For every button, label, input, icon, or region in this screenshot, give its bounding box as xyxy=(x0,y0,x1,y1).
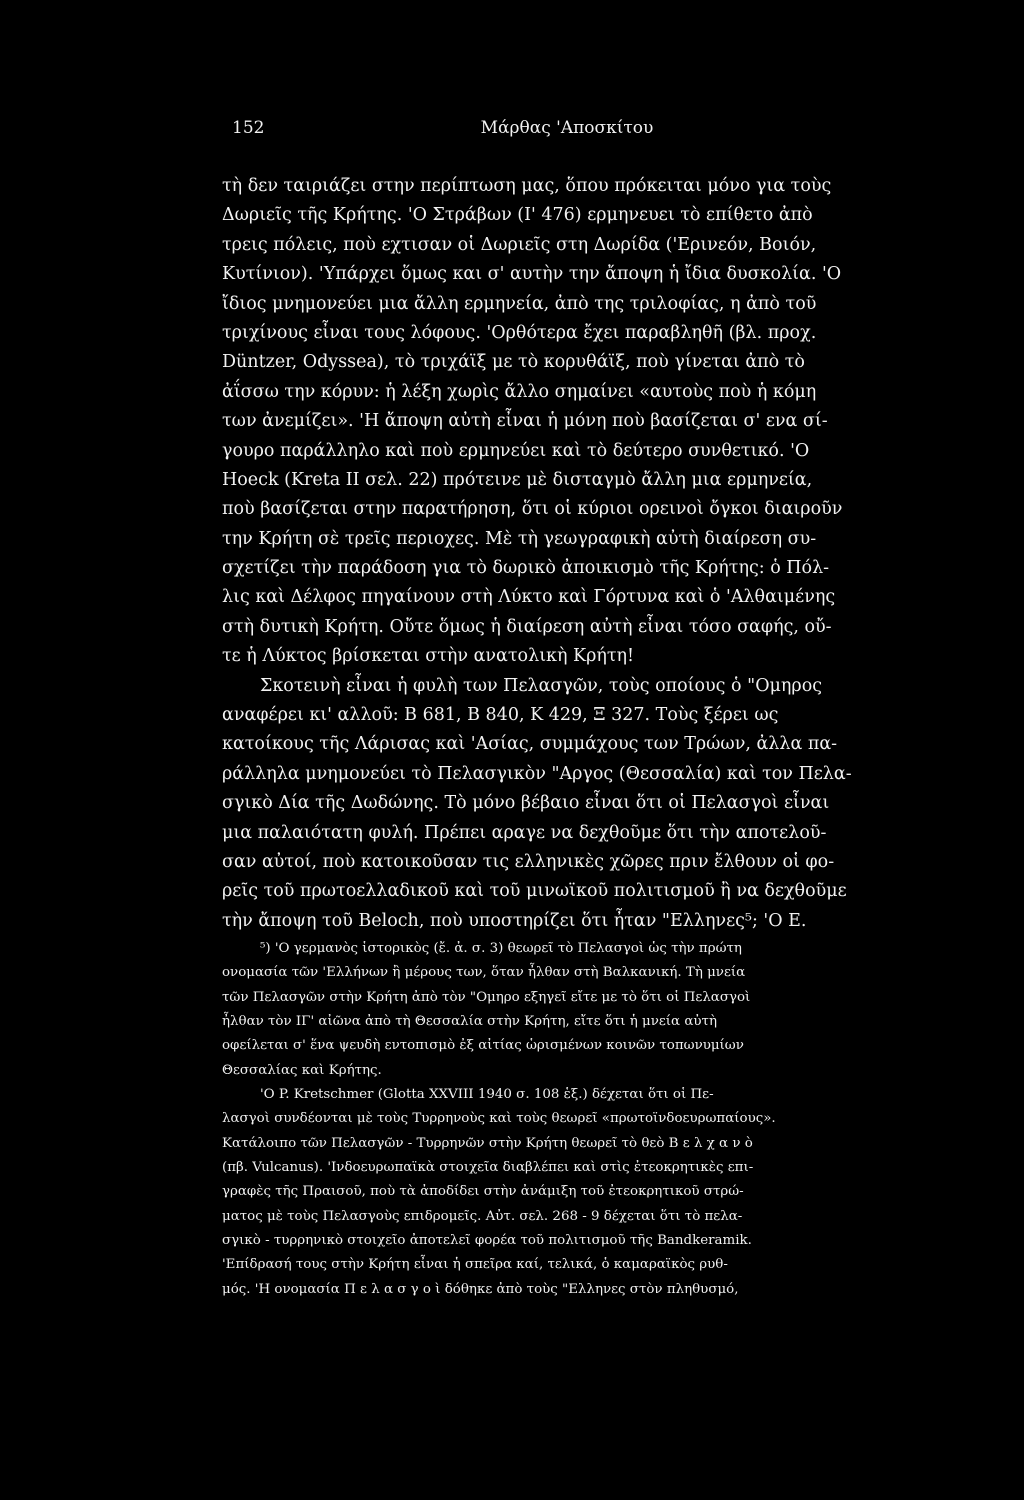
page-header xyxy=(232,118,902,146)
footnote-line: οφείλεται σ' ἕνα ψευδὴ εντοπισμὸ ἐξ αἰτίας ὡρισμένων κοινῶν τοπωνυμίων xyxy=(222,1038,744,1054)
text-line: την Κρήτη σὲ τρεῖς περιοχες. Μὲ τὴ γεωγραφικὴ αὐτὴ διαίρεση συ- xyxy=(222,528,817,549)
text-line: αναφέρει κι' αλλοῦ: Β 681, Β 840, Κ 429, Ξ 327. Τοὺς ξέρει ως xyxy=(222,705,779,726)
footnote-line: 'Επίδρασή τους στὴν Κρήτη εἶναι ἡ σπεῖρα καί, τελικά, ὁ καμαραϊκὸς ρυθ- xyxy=(222,1257,728,1273)
footnote-line: Θεσσαλίας καὶ Κρήτης. xyxy=(222,1062,382,1078)
text-line: τε ἡ Λύκτος βρίσκεται στὴν ανατολικὴ Κρήτη! xyxy=(222,646,635,667)
text-line: κατοίκους τῆς Λάρισας καὶ 'Ασίας, συμμάχους των Τρώων, ἀλλα πα- xyxy=(222,734,838,755)
footnote-line: ονομασία τῶν 'Ελλήνων ἢ μέρους των, ὅταν ἦλθαν στὴ Βαλκανική. Τὴ μνεία xyxy=(222,965,746,981)
text-line: Hoeck (Kreta II σελ. 22) πρότεινε μὲ δισταγμὸ ἄλλη μια ερμηνεία, xyxy=(222,469,813,490)
text-line: τὴ δεν ταιριάζει στην περίπτωση μας, ὅπου πρόκειται μόνο για τοὺς xyxy=(222,176,832,196)
footnote-line: γραφὲς τῆς Πραισοῦ, ποὺ τὰ ἀποδίδει στὴν ἀνάμιξη τοῦ ἐτεοκρητικοῦ στρώ- xyxy=(222,1184,744,1200)
text-line: λις καὶ Δέλφος πηγαίνουν στὴ Λύκτο καὶ Γόρτυνα καὶ ὁ 'Αλθαιμένης xyxy=(222,587,836,608)
footnote-line: τῶν Πελασγῶν στὴν Κρήτη ἀπὸ τὸν "Ομηρο εξηγεῖ εἴτε με τὸ ὅτι οἱ Πελασγοὶ xyxy=(222,989,751,1005)
text-line: σγικὸ Δία τῆς Δωδώνης. Τὸ μόνο βέβαιο εἶναι ὅτι οἱ Πελασγοὶ εἶναι xyxy=(222,793,830,814)
text-line: Κυτίνιον). 'Υπάρχει ὅμως και σ' αυτὴν την ἄποψη ἡ ἴδια δυσκολία. 'Ο xyxy=(222,264,842,285)
footnote-line: μός. 'Η ονομασία Π ε λ α σ γ ο ὶ δόθηκε ἀπὸ τοὺς "Ελληνες στὸν πληθυσμό, xyxy=(222,1281,739,1297)
running-title: Μάρθας 'Αποσκίτου xyxy=(480,118,654,138)
main-text xyxy=(222,172,898,936)
text-line: στὴ δυτικὴ Κρήτη. Οὔτε ὅμως ἡ διαίρεση αὐτὴ εἶναι τόσο σαφής, οὔ- xyxy=(222,616,832,637)
text-line: Δωριεῖς τῆς Κρήτης. 'Ο Στράβων (I' 476) ερμηνευει τὸ επίθετο ἀπὸ xyxy=(222,205,813,226)
text-line: Σκοτεινὴ εἶναι ἡ φυλὴ των Πελασγῶν, τοὺς οποίους ὁ "Ομηρος xyxy=(260,675,823,696)
footnote-line: ⁵) 'Ο γερμανὸς ἱστορικὸς (ἔ. ἀ. σ. 3) θεωρεῖ τὸ Πελασγοὶ ὡς τὴν πρώτη xyxy=(260,941,742,956)
text-line: των ἀνεμίζει». 'Η ἄποψη αὐτὴ εἶναι ἡ μόνη ποὺ βασίζεται σ' ενα σί- xyxy=(222,411,828,432)
footnote-line: (πβ. Vulcanus). 'Ινδοευρωπαϊκὰ στοιχεῖα διαβλέπει καὶ στὶς ἐτεοκρητικὲς επι- xyxy=(222,1160,754,1176)
text-line: τὴν ἄποψη τοῦ Beloch, ποὺ υποστηρίζει ὅτι ἦταν "Ελληνες⁵; 'Ο Ε. xyxy=(222,910,807,931)
text-line: ράλληλα μνημονεύει τὸ Πελασγικὸν "Αργος (Θεσσαλία) καὶ τον Πελα- xyxy=(222,763,852,784)
footnote-line: ἦλθαν τὸν ΙΓ' αἰῶνα ἀπὸ τὴ Θεσσαλία στὴν Κρήτη, εἴτε ὅτι ἡ μνεία αὐτὴ xyxy=(222,1014,717,1030)
text-line: ρεῖς τοῦ πρωτοελλαδικοῦ καὶ τοῦ μινωϊκοῦ πολιτισμοῦ ἢ να δεχθοῦμε xyxy=(222,881,847,902)
text-line: τρεις πόλεις, ποὺ εχτισαν οἱ Δωριεῖς στη Δωρίδα ('Ερινεόν, Βοιόν, xyxy=(222,234,817,255)
footnote-line: ματος μὲ τοὺς Πελασγοὺς επιδρομεῖς. Αὐτ. σελ. 268 - 9 δέχεται ὅτι τὸ πελα- xyxy=(222,1208,743,1224)
text-line: ἀΐσσω την κόρυν: ἡ λέξη χωρὶς ἄλλο σημαίνει «αυτοὺς ποὺ ἡ κόμη xyxy=(222,381,817,402)
text-line: Düntzer, Odyssea), τὸ τριχάϊξ με τὸ κορυθάϊξ, ποὺ γίνεται ἀπὸ τὸ xyxy=(222,352,805,373)
footnote-line: σγικὸ - τυρρηνικὸ στοιχεῖο ἀποτελεῖ φορέα τοῦ πολιτισμοῦ τῆς Bandkeramik. xyxy=(222,1233,752,1249)
footnotes xyxy=(222,937,898,1302)
text-line: τριχίνους εἶναι τους λόφους. 'Ορθότερα ἔχει παραβληθῆ (βλ. προχ. xyxy=(222,322,817,343)
footnote-line: λασγοὶ συνδέονται μὲ τοὺς Τυρρηνοὺς καὶ τοὺς θεωρεῖ «πρωτοϊνδοευρωπαίους». xyxy=(222,1111,776,1127)
footnote-line: 'Ο P. Kretschmer (Glotta XXVIII 1940 σ. 108 ἑξ.) δέχεται ὅτι οἱ Πε- xyxy=(260,1087,714,1103)
text-line: σχετίζει τὴν παράδοση για τὸ δωρικὸ ἀποικισμὸ τῆς Κρήτης: ὁ Πόλ- xyxy=(222,558,830,579)
text-line: ἴδιος μνημονεύει μια ἄλλη ερμηνεία, ἀπὸ της τριλοφίας, η ἀπὸ τοῦ xyxy=(222,293,817,314)
text-line: γουρο παράλληλο καὶ ποὺ ερμηνεύει καὶ τὸ δεύτερο συνθετικό. 'Ο xyxy=(222,440,810,461)
footnote-line: Κατάλοιπο τῶν Πελασγῶν - Τυρρηνῶν στὴν Κρήτη θεωρεῖ τὸ θεὸ Β ε λ χ α ν ὸ xyxy=(222,1135,753,1151)
text-line: μια παλαιότατη φυλή. Πρέπει αραγε να δεχθοῦμε ὅτι τὴν αποτελοῦ- xyxy=(222,822,827,843)
text-line: ποὺ βασίζεται στην παρατήρηση, ὅτι οἱ κύριοι ορεινοὶ ὄγκοι διαιροῦν xyxy=(222,499,843,520)
text-line: σαν αὐτοί, ποὺ κατοικοῦσαν τις ελληνικὲς χῶρες πριν ἔλθουν οἱ φο- xyxy=(222,851,835,872)
page-number: 152 xyxy=(232,118,265,138)
